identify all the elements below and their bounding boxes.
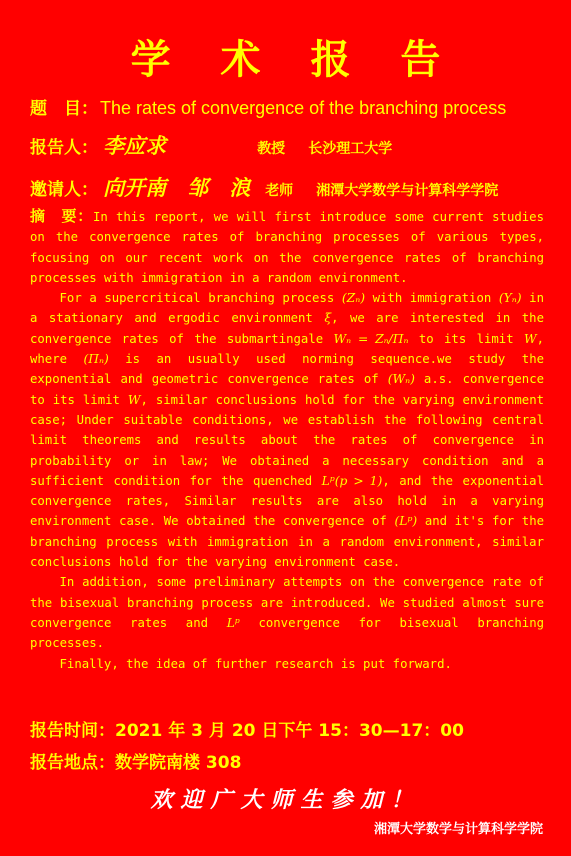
abstract-paragraph (30, 654, 544, 674)
abstract-text: is an usually used norming sequence.we study the exponential and geometric convergence rates of (30, 352, 545, 387)
topic-label: 题 目： (30, 99, 98, 119)
abstract-text: , and the exponential convergence rates, Similar results are also hold in a varying environment case. We obtained the convergence of (30, 473, 544, 529)
reporter-rank: 教授 (257, 141, 286, 157)
abstract-text: , similar conclusions hold for the varying environment case; Under suitable conditions, we establish the following central limit theorems and results about the rates of convergence in probability or in law; We obtained a necessary condition and a sufficient condition for the quenched (30, 392, 544, 488)
inviter-names: 向开南 邹 浪 (103, 175, 251, 200)
inviter-row (30, 172, 547, 202)
abstract-text: a.s. convergence to its limit (30, 372, 545, 407)
abstract-text: For a supercritical branching process (59, 291, 342, 306)
abstract-text: and it's for the branching process with immigration in a random environment, similar conclusions hold for the varying environment case. (30, 514, 545, 570)
time-label: 报告时间： (30, 721, 115, 741)
topic-row (30, 94, 547, 119)
place-value: 数学院南楼 308 (115, 753, 242, 773)
reporter-affiliation: 长沙理工大学 (308, 141, 393, 157)
topic-value: The rates of convergence of the branching process (100, 98, 507, 118)
place-row (30, 748, 547, 773)
math-lp: Lᵖ(p > 1) (321, 473, 383, 488)
abstract-text: in a stationary and ergodic environment (30, 291, 544, 326)
math-wn: (Wₙ) (387, 372, 415, 387)
abstract-text: convergence for bisexual branching processes. (30, 615, 545, 651)
math-w2: W (127, 392, 141, 407)
abstract-paragraph (30, 288, 544, 572)
abstract-text: , where (30, 331, 545, 367)
math-lp2: (Lᵖ) (394, 514, 418, 529)
math-wn-def: Wₙ = Zₙ/Πₙ (333, 331, 409, 346)
reporter-name: 李应求 (103, 133, 167, 158)
abstract-text: Finally, the idea of further research is put forward. (59, 656, 452, 671)
reporter-label: 报告人： (30, 138, 98, 158)
welcome-text: 欢迎广大师生参加！ (150, 787, 421, 813)
place-label: 报告地点： (30, 753, 115, 773)
math-pin: (Πₙ) (83, 352, 109, 367)
time-row (30, 716, 547, 741)
organizer-text: 湘潭大学数学与计算科学学院 (373, 822, 543, 837)
math-zn: (Zₙ) (341, 291, 365, 306)
abstract-p1: In this report, we will first introduce some current studies on the convergence rates of branching processes of various types, focusing on our recent work on the convergence rates of branching processes with immigration in a random environment. (30, 210, 544, 285)
inviter-affiliation: 湘潭大学数学与计算科学学院 (316, 183, 499, 199)
math-lp3: Lᵖ (226, 615, 240, 630)
reporter-row (30, 130, 547, 160)
poster-title: 学 术 报 告 (130, 36, 459, 83)
abstract-paragraph (30, 572, 544, 653)
abstract-text: to its limit (408, 331, 524, 346)
inviter-label: 邀请人： (30, 180, 98, 200)
abstract-text: with immigration (365, 291, 499, 306)
abstract-text: , we are interested in the convergence rates of the submartingale (30, 311, 544, 346)
abstract-paragraph (30, 206, 544, 288)
math-w: W (523, 331, 537, 346)
abstract-label: 摘 要： (30, 207, 94, 225)
math-yn: (Yₙ) (498, 291, 522, 306)
inviter-rank: 老师 (265, 183, 294, 199)
time-value: 2021 年 3 月 20 日下午 15：30—17：00 (115, 721, 464, 741)
math-xi: ξ (324, 311, 332, 326)
abstract-section (30, 206, 544, 674)
abstract-text: In addition, some preliminary attempts on the convergence rate of the bisexual branching process are introduced. We studied almost sure convergence rates and (30, 575, 544, 630)
